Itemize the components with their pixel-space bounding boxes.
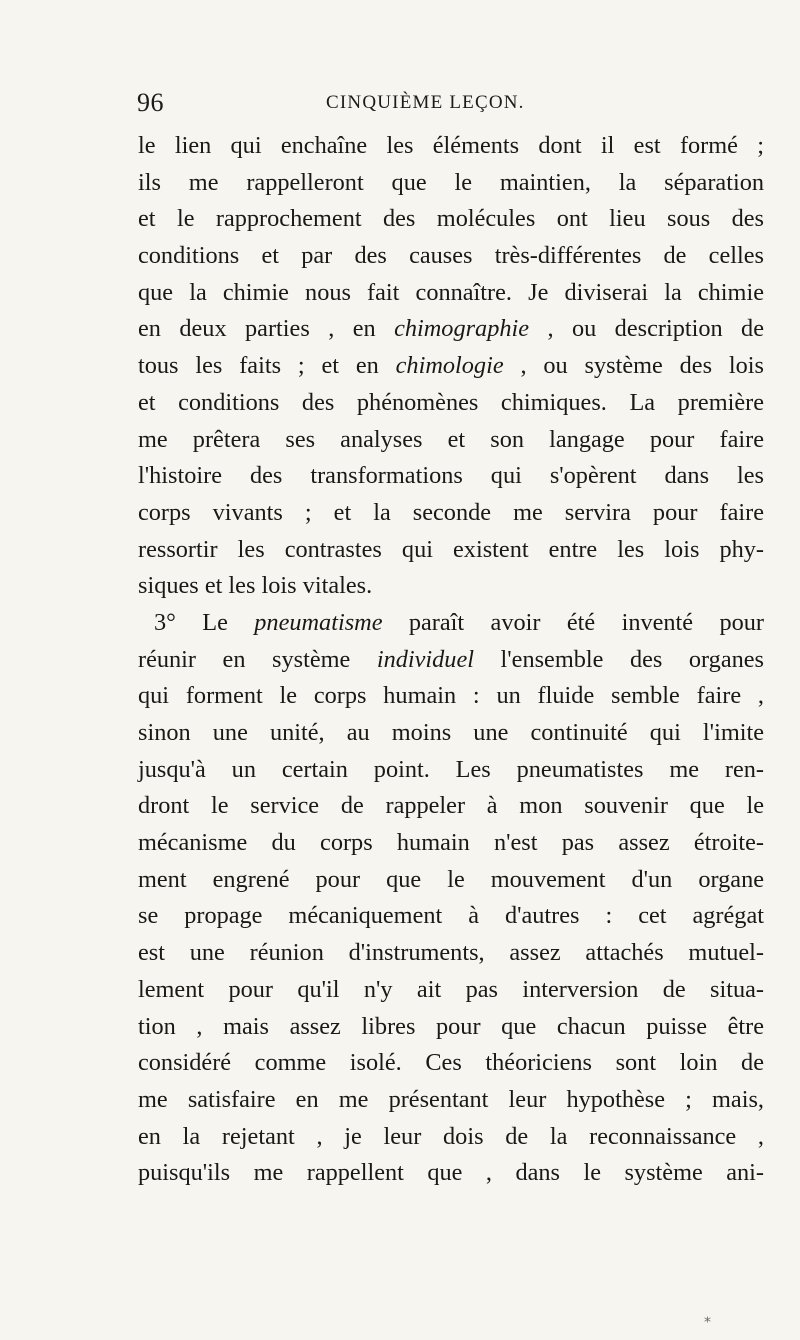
text-segment: me satisfaire en me présentant leur hypothèse ; mais,: [138, 1085, 764, 1113]
text-line: [138, 422, 764, 459]
text-segment: sinon une unité, au moins une continuité qui l'imite: [138, 719, 764, 746]
running-head: CINQUIÈME LEÇON.: [326, 92, 525, 113]
text-segment: considéré comme isolé. Ces théoriciens sont loin de: [138, 1049, 764, 1077]
text-segment: le lien qui enchaîne les éléments dont il est formé ;: [138, 132, 764, 159]
text-line: [138, 972, 764, 1009]
text-segment: corps vivants ; et la seconde me servira pour faire: [138, 498, 764, 526]
text-line: [138, 385, 764, 422]
page-header: [0, 88, 800, 128]
text-segment: tous les faits ; et en: [138, 352, 396, 380]
text-segment: ils me rappelleront que le maintien, la séparation: [138, 168, 764, 196]
text-line: [138, 898, 764, 935]
text-segment: puisqu'ils me rappellent que , dans le système ani-: [138, 1159, 764, 1187]
text-line: [138, 788, 764, 825]
text-segment: , ou système des lois: [503, 352, 764, 380]
italic-term: chimographie: [394, 315, 530, 343]
text-line: [138, 678, 764, 715]
text-line: [138, 348, 764, 385]
text-line: [138, 752, 764, 789]
text-segment: me prêtera ses analyses et son langage pour faire: [138, 425, 764, 453]
text-line: [138, 1045, 764, 1082]
page-number: 96: [137, 88, 164, 117]
text-line: [138, 1119, 764, 1156]
text-segment: jusqu'à un certain point. Les pneumatistes me ren-: [138, 755, 764, 783]
text-line: [138, 1082, 764, 1119]
text-line: [138, 165, 764, 202]
text-line: [138, 862, 764, 899]
text-segment: en deux parties , en: [138, 315, 395, 343]
text-line: [138, 1155, 764, 1192]
text-line: [138, 495, 764, 532]
text-line: [138, 201, 764, 238]
text-line: [138, 605, 764, 642]
text-line: [138, 715, 764, 752]
text-segment: tion , mais assez libres pour que chacun puisse être: [138, 1012, 764, 1040]
text-segment: ment engrené pour que le mouvement d'un organe: [138, 865, 764, 893]
text-segment: l'ensemble des organes: [474, 645, 764, 673]
text-segment: mécanisme du corps humain n'est pas assez étroite-: [138, 829, 764, 857]
text-segment: et conditions des phénomènes chimiques. La première: [138, 388, 764, 416]
text-line: [138, 825, 764, 862]
text-segment: paraît avoir été inventé pour: [382, 608, 764, 636]
text-line: [138, 1009, 764, 1046]
text-line: [138, 128, 764, 165]
text-line: [138, 642, 764, 679]
text-segment: en la rejetant , je leur dois de la reconnaissance ,: [138, 1122, 764, 1150]
text-line: [138, 275, 764, 312]
text-segment: et le rapprochement des molécules ont lieu sous des: [138, 205, 764, 233]
text-segment: siques et les lois vitales.: [138, 572, 373, 600]
text-line: [138, 568, 764, 605]
text-segment: dront le service de rappeler à mon souvenir que le: [138, 792, 764, 820]
text-line: [138, 532, 764, 569]
body-text: [138, 128, 764, 1192]
text-segment: est une réunion d'instruments, assez attachés mutuel-: [138, 939, 764, 967]
text-segment: conditions et par des causes très-différentes de celles: [138, 242, 764, 270]
text-segment: 3° Le: [154, 608, 255, 636]
text-line: [138, 311, 764, 348]
text-segment: réunir en système: [138, 645, 377, 673]
text-segment: que la chimie nous fait connaître. Je diviserai la chimie: [138, 278, 764, 306]
text-segment: l'histoire des transformations qui s'opèrent dans les: [138, 462, 764, 490]
text-segment: se propage mécaniquement à d'autres : cet agrégat: [138, 902, 764, 930]
speck-mark: ⁎: [704, 1311, 711, 1326]
text-segment: lement pour qu'il n'y ait pas interversion de situa-: [138, 975, 764, 1003]
italic-term: chimologie: [395, 352, 504, 380]
text-segment: , ou description de: [529, 315, 764, 343]
text-line: [138, 935, 764, 972]
text-segment: ressortir les contrastes qui existent entre les lois phy-: [138, 535, 764, 563]
text-segment: qui forment le corps humain : un fluide semble faire ,: [138, 682, 764, 710]
text-line: [138, 238, 764, 275]
text-line: [138, 458, 764, 495]
italic-term: pneumatisme: [254, 608, 383, 636]
italic-term: individuel: [376, 645, 474, 673]
